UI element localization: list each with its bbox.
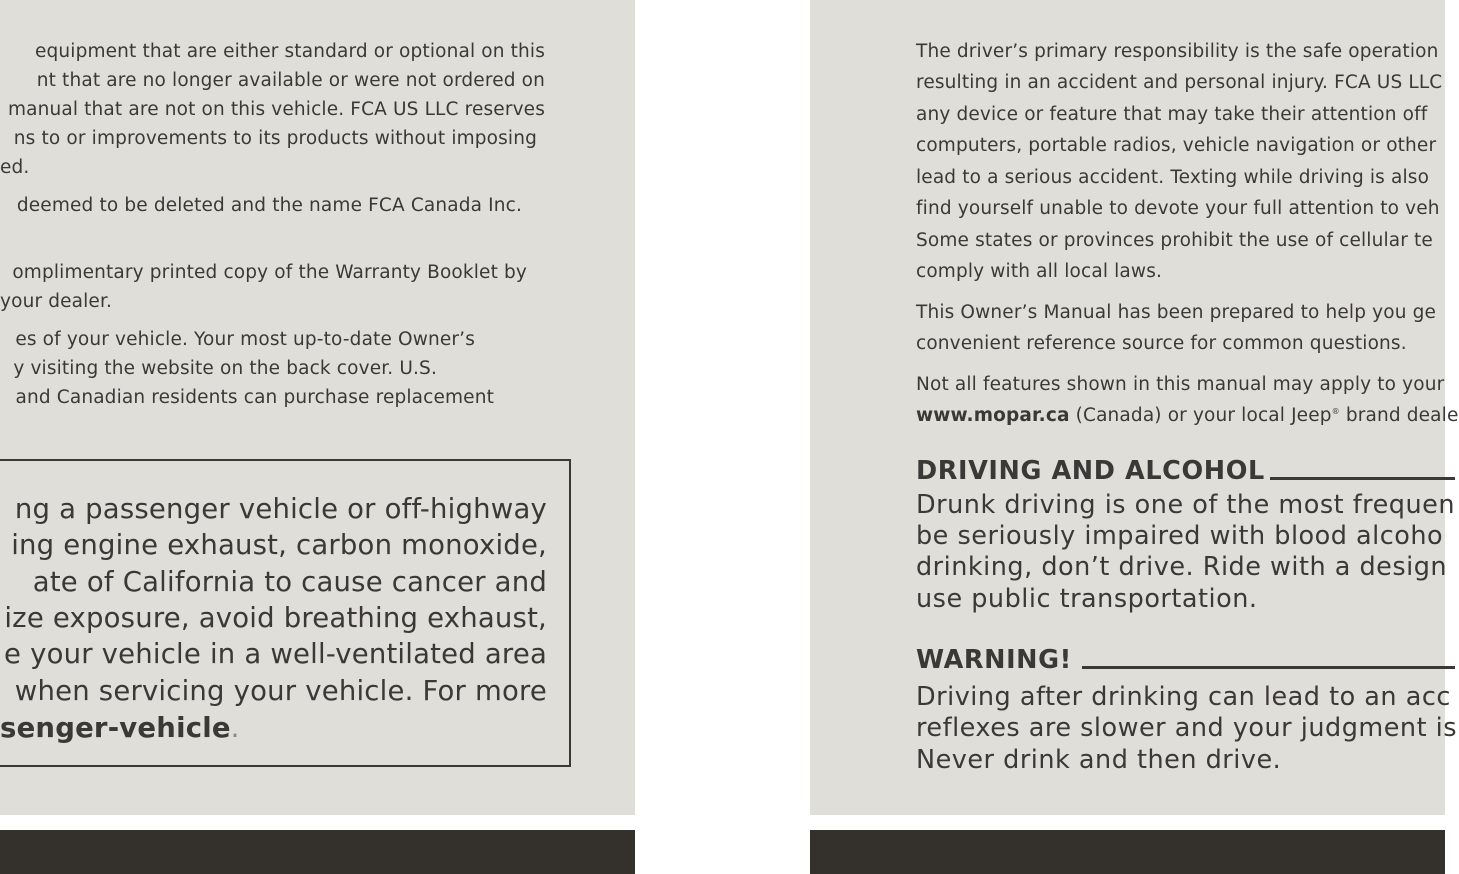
text-line: This Owner’s Manual has been prepared to help you ge [916, 302, 1437, 323]
text-line: Not all features shown in this manual may apply to your [916, 374, 1445, 395]
warning-box-line: e your vehicle in a well-ventilated area [4, 638, 547, 670]
mopar-text-end: brand deale [1339, 405, 1459, 426]
warning-box-line: ize exposure, avoid breathing exhaust, [4, 602, 547, 634]
text-line: find yourself unable to devote your full attention to veh [916, 198, 1440, 219]
text-line: computers, portable radios, vehicle navigation or other [916, 135, 1437, 156]
text-line: The driver’s primary responsibility is the safe operation [916, 41, 1439, 62]
text-line: deemed to be deleted and the name FCA Canada Inc. [16, 195, 522, 216]
warning-box-line: ng a passenger vehicle or off-highway [14, 493, 547, 525]
right-page [810, 0, 1459, 815]
text-line: ed. [0, 157, 30, 178]
heading-rule [1270, 477, 1455, 480]
warning-box-line: ing engine exhaust, carbon monoxide, [11, 529, 547, 561]
text-line: resulting in an accident and personal injury. FCA US LLC [916, 72, 1443, 93]
text-line: lead to a serious accident. Texting while driving is also [916, 167, 1430, 188]
link-end: . [230, 712, 240, 744]
mopar-text: (Canada) or your local Jeep [1069, 405, 1332, 426]
warning-line: reflexes are slower and your judgment is [916, 713, 1458, 743]
right-footer-bar [810, 830, 1445, 874]
mopar-line [916, 405, 1459, 426]
warning-heading: WARNING! [916, 645, 1072, 675]
prop65-link[interactable]: senger-vehicle [0, 712, 231, 744]
mopar-link[interactable]: www.mopar.ca [916, 405, 1070, 426]
warning-line: Driving after drinking can lead to an acc [916, 682, 1451, 712]
text-line: y visiting the website on the back cover. U.S. [13, 358, 437, 379]
text-line: comply with all local laws. [916, 261, 1163, 282]
driving-alcohol-line: Drunk driving is one of the most frequen [916, 490, 1455, 520]
left-page [0, 0, 635, 815]
warning-box-line: ate of California to cause cancer and [32, 566, 547, 598]
warning-rule [1082, 666, 1455, 669]
text-line: Some states or provinces prohibit the use of cellular te [916, 230, 1433, 251]
driving-alcohol-line: be seriously impaired with blood alcoho [916, 521, 1444, 551]
warning-box-line: when servicing your vehicle. For more [14, 675, 547, 707]
warning-line: Never drink and then drive. [916, 745, 1282, 775]
driving-alcohol-line: use public transportation. [916, 584, 1258, 614]
text-line: nt that are no longer available or were not ordered on [36, 70, 545, 91]
text-line: equipment that are either standard or optional on this [35, 41, 545, 62]
text-line: your dealer. [0, 291, 113, 312]
warning-box-link-line [0, 712, 240, 744]
text-line: and Canadian residents can purchase replacement [15, 387, 494, 408]
registered-mark: ® [1331, 406, 1340, 416]
text-line: omplimentary printed copy of the Warranty Booklet by [12, 262, 527, 283]
driving-alcohol-heading: DRIVING AND ALCOHOL [916, 456, 1265, 486]
text-line: manual that are not on this vehicle. FCA US LLC reserves [7, 99, 545, 120]
text-line: ns to or improvements to its products without imposing [13, 128, 537, 149]
driving-alcohol-line: drinking, don’t drive. Ride with a design [916, 552, 1448, 582]
text-line: any device or feature that may take their attention off [916, 104, 1428, 125]
text-line: es of your vehicle. Your most up-to-date Owner’s [15, 329, 475, 350]
text-line: convenient reference source for common questions. [916, 333, 1407, 354]
left-footer-bar [0, 830, 635, 874]
